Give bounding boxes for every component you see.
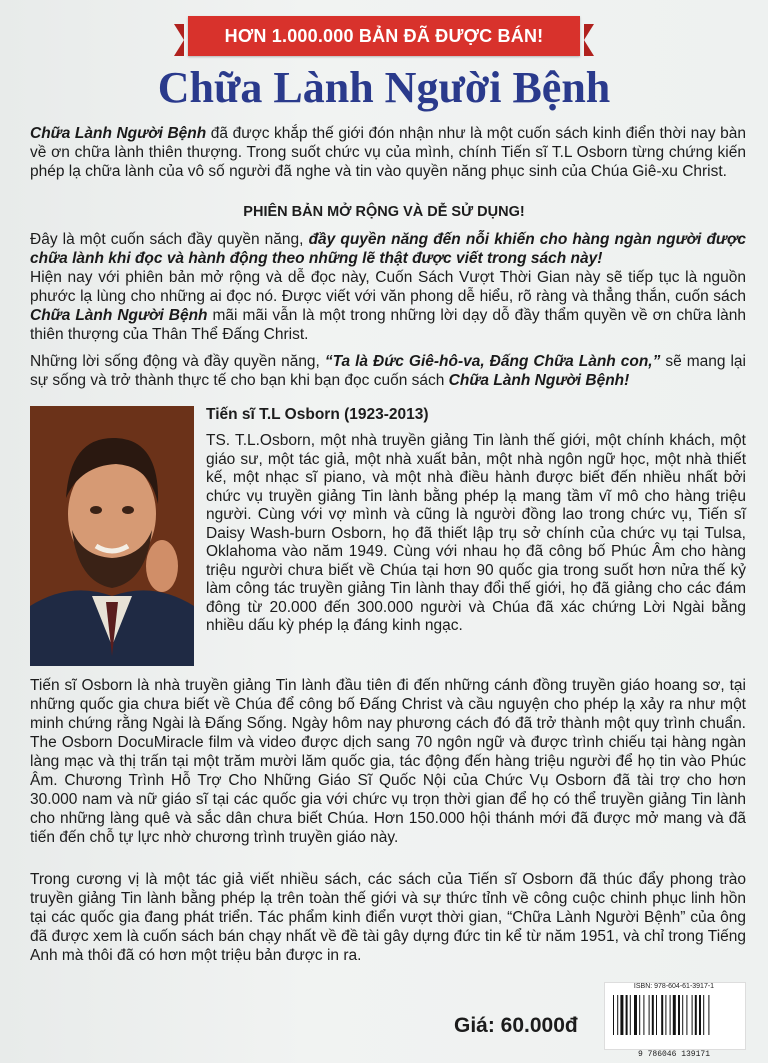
quote-book-title: Chữa Lành Người Bệnh! bbox=[448, 372, 630, 389]
barcode-bar bbox=[649, 995, 650, 1035]
barcode-bar bbox=[665, 995, 666, 1035]
power-paragraph bbox=[30, 230, 746, 268]
author-name: Tiến sĩ T.L Osborn (1923-2013) bbox=[206, 406, 429, 423]
barcode bbox=[604, 982, 746, 1050]
edition-paragraph bbox=[30, 268, 746, 344]
barcode-bar bbox=[634, 995, 637, 1035]
quote-paragraph bbox=[30, 352, 746, 390]
barcode-bar bbox=[699, 995, 701, 1035]
barcode-bar bbox=[682, 995, 683, 1035]
power-emphasis: đầy quyền năng đến nỗi khiến cho hàng ngàn người được chữa lành khi đọc và hành động theo những lẽ thật được viết trong sách này! bbox=[30, 231, 747, 267]
barcode-bar bbox=[708, 995, 709, 1035]
author-portrait bbox=[30, 406, 194, 666]
power-text: Đây là một cuốn sách đầy quyền năng, bbox=[30, 231, 309, 248]
barcode-icon bbox=[605, 983, 745, 1049]
author-portrait-illustration bbox=[30, 406, 194, 666]
books-paragraph: Trong cương vị là một tác giả viết nhiều sách, các sách của Tiến sĩ Osborn đã thúc đẩy phong trào truyền giảng Tin lành bằng phép lạ trên toàn thế giới và sự thức tỉnh về công cuộc chinh phục linh hồn tại các quốc gia đang phát triển. Tác phẩm kinh điển vượt thời gian, “Chữa Lành Người Bệnh” của ông đã được xem là cuốn sách bán chạy nhất về đề tài gây dựng đức tin kể từ năm 1951, và chỉ trong Tiếng Anh mà thôi đã có hơn một triệu bản được in ra. bbox=[30, 871, 746, 964]
barcode-bar bbox=[686, 995, 687, 1035]
barcode-bar bbox=[639, 995, 640, 1035]
scripture-quote: “Ta là Đức Giê-hô-va, Đấng Chữa Lành con,” bbox=[324, 353, 661, 370]
barcode-bar bbox=[620, 995, 623, 1035]
price-label: Giá: 60.000đ bbox=[454, 1014, 578, 1037]
barcode-bar bbox=[695, 995, 697, 1035]
sales-banner: HƠN 1.000.000 BẢN ĐÃ ĐƯỢC BÁN! bbox=[188, 16, 580, 56]
barcode-bar bbox=[692, 995, 693, 1035]
isbn-label: ISBN: 978-604-61-3917-1 bbox=[633, 983, 715, 990]
mission-paragraph: Tiến sĩ Osborn là nhà truyền giảng Tin lành đầu tiên đi đến những cánh đồng truyền giáo hoang sơ, tại những quốc gia chưa biết về Chúa để công bố Đấng Christ và cầu nguyện cho phép lạ xảy ra như một minh chứng rằng Ngài là Đấng Sống. Ngày hôm nay phương cách đó đã trở thành một quy trình chuẩn. The Osborn DocuMiracle film và video được dịch sang 70 ngôn ngữ và được trình chiếu tại hàng ngàn làng mạc và thị trấn tại một trăm mười lăm quốc gia, tác động đến hàng triệu người để họ tin vào Phúc Âm. Chương Trình Hỗ Trợ Cho Những Giáo Sĩ Quốc Nội của Chức Vụ Osborn đã tài trợ cho hơn 30.000 nam và nữ giáo sĩ tại các quốc gia với chức vụ trọn thời gian để họ có thể truyền giảng Tin lành cho những làng quê và sắc dân chưa biết Chúa. Hơn 150.000 hội thánh mới đã được mở mang và đã tiến đến chỗ tự lực nhờ chương trình truyền giáo này. bbox=[30, 677, 746, 846]
barcode-bar bbox=[617, 995, 618, 1035]
edition-book-title: Chữa Lành Người Bệnh bbox=[30, 307, 208, 324]
edition-subheading: PHIÊN BẢN MỞ RỘNG VÀ DỄ SỬ DỤNG! bbox=[243, 204, 525, 220]
barcode-bar bbox=[673, 995, 676, 1035]
quote-text-mid: sẽ mang lại sự sống và trở thành thực tế cho bạn khi bạn đọc cuốn sách bbox=[30, 353, 746, 389]
barcode-bar bbox=[661, 995, 663, 1035]
barcode-number: 9 786046 139171 bbox=[637, 1050, 710, 1059]
edition-text-end: mãi mãi vẫn là một trong những lời dạy dỗ đầy thẩm quyền về ơn chữa lành thiên thượng của Thân Thể Đấng Christ. bbox=[30, 307, 747, 343]
barcode-bar bbox=[670, 995, 671, 1035]
barcode-bar bbox=[703, 995, 704, 1035]
barcode-bar bbox=[630, 995, 631, 1035]
intro-text: đã được khắp thế giới đón nhận như là một cuốn sách kinh điển thời nay bàn về ơn chữa lành thiên thượng. Trong suốt chức vụ của mình, chính Tiến sĩ T.L Osborn từng chứng kiến phép lạ chữa lành của vô số người đã nghe và tin vào quyền năng phục sinh của Chúa Giê-xu Christ. bbox=[30, 125, 747, 180]
quote-text-start: Những lời sống động và đầy quyền năng, bbox=[30, 353, 325, 370]
book-title: Chữa Lành Người Bệnh bbox=[157, 63, 611, 112]
barcode-bar bbox=[656, 995, 657, 1035]
edition-text-start: Hiện nay với phiên bản mở rộng và dễ đọc này, Cuốn Sách Vượt Thời Gian này sẽ tiếp tục là nguồn phước lạ lùng cho những ai đọc nó. Được viết với văn phong dễ hiểu, rõ ràng và thẳng thắn, cuốn sách bbox=[30, 269, 746, 305]
barcode-bar bbox=[613, 995, 614, 1035]
author-bio: TS. T.L.Osborn, một nhà truyền giảng Tin lành thế giới, một chính khách, một giáo sư, một tác giả, một nhà xuất bản, một nhà ngôn ngữ học, một nhà thiết kế, một nhạc sĩ piano, và một nhà điều hành được biết đến nhiều nhất bởi chức vụ truyền giảng Tin lành bằng phép lạ mang tầm vĩ mô cho hàng triệu người. Cùng với vợ mình và cũng là người đồng lao trong chức vụ, Tiến sĩ Daisy Wash-burn Osborn, họ đã thiết lập trụ sở chính của chức vụ tại Tulsa, Oklahoma vào năm 1949. Cùng với nhau họ đã công bố Phúc Âm cho hàng triệu người chưa biết về Chúa tại hơn 90 quốc gia trong suốt hơn nửa thế kỷ làm công tác truyền giảng Tin lành thay đổi thế giới, họ đã giảng cho các đám đông từ 20.000 đến 300.000 người và Chúa đã xác chứng Lời Ngài bằng nhiều dấu kỳ phép lạ đáng kinh ngạc. bbox=[206, 432, 746, 634]
barcode-bar bbox=[643, 995, 644, 1035]
barcode-bar bbox=[678, 995, 680, 1035]
intro-book-title: Chữa Lành Người Bệnh bbox=[30, 125, 207, 142]
intro-paragraph bbox=[30, 124, 746, 181]
barcode-bar bbox=[652, 995, 654, 1035]
barcode-bar bbox=[626, 995, 628, 1035]
